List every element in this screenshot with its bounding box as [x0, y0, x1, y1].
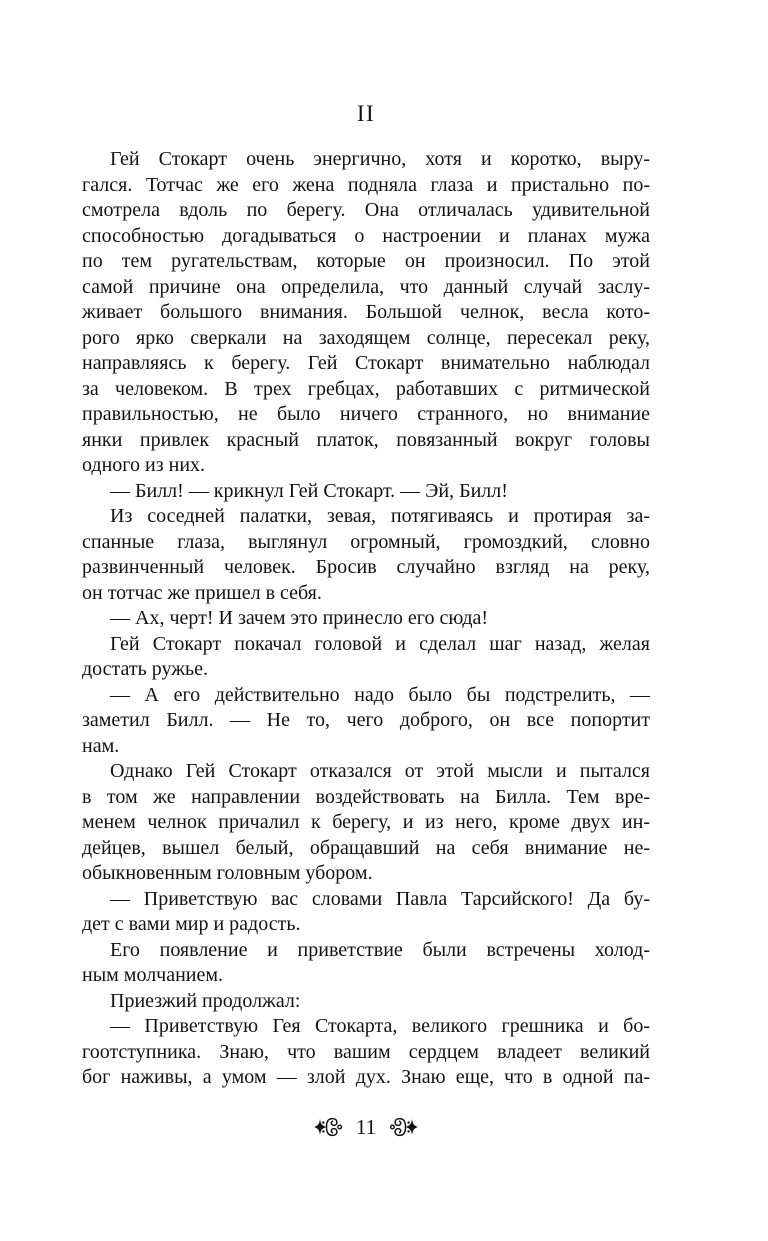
text-line: правильностью, не было ничего странного, но внимание	[82, 403, 650, 425]
text-line: менем челнок причалил к берегу, и из него, кроме двух ин-	[82, 811, 650, 833]
fleuron-left-icon	[314, 1115, 342, 1139]
text-line: одного из них.	[82, 454, 206, 476]
text-line: рого ярко сверкали на заходящем солнце, пересекал реку,	[82, 326, 650, 349]
text-line: гоотступника. Знаю, что вашим сердцем владеет великий	[82, 1040, 650, 1063]
text-line: Гей Стокарт очень энергично, хотя и коротко, выру-	[110, 148, 650, 170]
text-line: живает большого внимания. Большой челнок, весла кото-	[82, 301, 650, 323]
text-line: Однако Гей Стокарт отказался от этой мысли и пытался	[110, 760, 650, 782]
text-line: — Приветствую вас словами Павла Тарсийского! Да бу-	[110, 887, 650, 910]
paragraph	[82, 1014, 650, 1091]
text-line: спанные глаза, выглянул огромный, громоздкий, словно	[82, 530, 650, 553]
paragraph	[82, 938, 650, 989]
text-line: в том же направлении воздействовать на Билла. Тем вре-	[82, 785, 650, 808]
text-block	[82, 147, 650, 1091]
text-line: способностью догадываться о настроении и планах мужа	[82, 224, 650, 247]
text-line: смотрела вдоль по берегу. Она отличалась удивительной	[82, 199, 650, 221]
page-number: 11	[355, 1115, 377, 1139]
paragraph	[82, 683, 650, 760]
text-line: заметил Билл. — Не то, чего доброго, он все попортит	[82, 709, 650, 731]
text-line: дейцев, вышел белый, обращавший на себя внимание не-	[82, 836, 650, 859]
paragraph	[82, 989, 650, 1015]
text-line: — А его действительно надо было бы подстрелить, —	[110, 683, 650, 706]
paragraph	[82, 887, 650, 938]
page-footer	[82, 1112, 650, 1142]
text-line: Гей Стокарт покачал головой и сделал шаг назад, желая	[110, 632, 650, 655]
paragraph	[82, 147, 650, 479]
paragraph	[82, 632, 650, 683]
text-line: обыкновенным головным убором.	[82, 862, 373, 884]
text-line: гался. Тотчас же его жена подняла глаза и пристально по-	[82, 173, 650, 196]
paragraph	[82, 504, 650, 606]
text-line: направляясь к берегу. Гей Стокарт внимательно наблюдал	[82, 352, 650, 374]
text-line: Из соседней палатки, зевая, потягиваясь и протирая за-	[110, 505, 650, 527]
text-line: самой причине она определила, что данный случай заслу-	[82, 275, 650, 298]
text-line: развинченный человек. Бросив случайно взгляд на реку,	[82, 556, 650, 578]
text-line: по тем ругательствам, которые он произносил. По этой	[82, 250, 650, 272]
text-line: Приезжий продолжал:	[110, 989, 301, 1012]
text-line: Его появление и приветствие были встречены холод-	[110, 938, 650, 961]
paragraph	[82, 759, 650, 887]
text-line: ным молчанием.	[82, 964, 224, 986]
text-line: — Билл! — крикнул Гей Стокарт. — Эй, Билл!	[110, 479, 508, 502]
text-line: дет с вами мир и радость.	[82, 913, 301, 935]
text-line: достать ружье.	[82, 658, 209, 680]
paragraph	[82, 479, 650, 505]
paragraph	[82, 606, 650, 632]
text-line: нам.	[82, 734, 120, 757]
text-line: янки привлек красный платок, повязанный вокруг головы	[82, 428, 650, 451]
fleuron-right-icon	[390, 1115, 418, 1139]
text-line: — Приветствую Гея Стокарта, великого грешника и бо-	[110, 1015, 650, 1037]
text-line: бог наживы, а умом — злой дух. Знаю еще, что в одной па-	[82, 1066, 650, 1088]
text-line: — Ах, черт! И зачем это принесло его сюда!	[110, 607, 489, 629]
chapter-heading: II	[356, 101, 376, 126]
text-line: за человеком. В трех гребцах, работавших с ритмической	[82, 377, 650, 400]
text-line: он тотчас же пришел в себя.	[82, 581, 322, 604]
